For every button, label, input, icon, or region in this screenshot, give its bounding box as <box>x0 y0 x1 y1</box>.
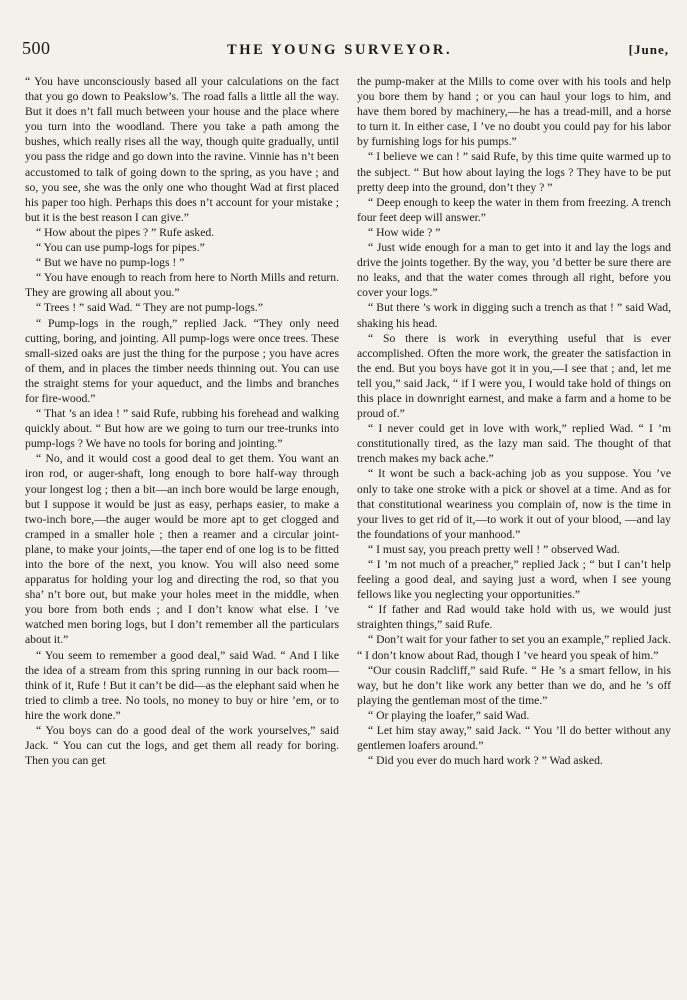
page-number: 500 <box>22 38 51 58</box>
paragraph: “ You have unconsciously based all your calculations on the fact that you go down to Peakslow’s. The road falls a little all the way. But it does n’t fall much between your house and the place where you turn into the woodland. There you take a path among the bushes, which really rises all the way, though quite gradually, until you pass the ridge and go down into the ravine. Vinnie has n’t been accustomed to talk of going down to the spring, as you have ; and so, you see, she was the only one who thought Wad at first placed his paper too high. Perhaps this does n’t account for your mistake ; but it is the best reason I can give.” <box>25 75 339 224</box>
month-label: [June, <box>628 42 669 57</box>
paragraph: “ No, and it would cost a good deal to get them. You want an iron rod, or auger-shaft, long enough to bore half-way through your longest log ; then a bit—an inch bore would be large enough, but I suppose it would be just as easy, perhaps easier, to make a two-inch bore,—the auger would be more apt to get clogged and cramped in a smaller hole ; then a reamer and a circular joint-plane, to make your joints,—the taper end of one log is to be fitted into the bore of the next, you know. You will also need some apparatus for holding your log and directing the rod, so that you sha’ n’t bore out, but make your holes meet in the middle, when you bore from both ends ; and I don’t know what else. I ’ve watched men boring logs, but I don’t remember all the particulars about it.” <box>25 452 339 647</box>
paragraph: “ But there ’s work in digging such a trench as that ! ” said Wad, shaking his head. <box>357 301 671 330</box>
running-title: THE YOUNG SURVEYOR. <box>226 42 453 58</box>
paragraph: “ I ’m not much of a preacher,” replied Jack ; “ but I can’t help feeling a good deal, and saying just a word, when I see young fellows like you neglecting your opportunities.” <box>357 558 671 602</box>
paragraph: “ Just wide enough for a man to get into it and lay the logs and drive the joints together. By the way, you ’d better be sure there are no leaks, and that the water comes through all right, before you cover your logs.” <box>357 241 671 300</box>
paragraph: “ How about the pipes ? ” Rufe asked. <box>36 225 215 239</box>
paragraph: “ Let him stay away,” said Jack. “ You ’ll do better without any gentlemen loafers around.” <box>357 724 671 753</box>
paragraph: “ You seem to remember a good deal,” said Wad. “ And I like the idea of a stream from this spring running in our back room—think of it, Rufe ! But it can’t be did—as the elephant said when he tried to climb a tree. No tools, no money to buy or hire ’em, or to hire the work done.” <box>25 648 339 722</box>
paragraph: “ Deep enough to keep the water in them from freezing. A trench four feet deep will answer.” <box>357 195 671 224</box>
paragraph: “ If father and Rad would take hold with us, we would just straighten things,” said Rufe. <box>357 603 671 632</box>
page-header <box>22 38 669 62</box>
paragraph: “ I never could get in love with work,” replied Wad. “ I ’m constitutionally tired, as the lazy man said. The thought of that trench makes my back ache.” <box>357 422 671 466</box>
paragraph: “ Don’t wait for your father to set you an example,” replied Jack. “ I don’t know about Rad, though I ’ve heard you speak of him.” <box>357 633 671 662</box>
right-column <box>357 74 671 768</box>
paragraph: “ I must say, you preach pretty well ! ” observed Wad. <box>368 542 620 556</box>
paragraph: “ You can use pump-logs for pipes.” <box>36 241 205 255</box>
paragraph: “ So there is work in everything useful that is ever accomplished. Often the more work, the greater the satisfaction in the end. But you boys have got it in you,—I see that ; and, let me tell you,” said Jack, “ if I were you, I would take hold of things on this place in downright earnest, and make a farm and a home to be proud of.” <box>357 331 671 421</box>
paragraph: “Our cousin Radcliff,” said Rufe. “ He ’s a smart fellow, in his way, but he don’t like work any better than we do, and he ’s off playing the gentleman most of the time.” <box>357 663 671 707</box>
paragraph: “ I believe we can ! ” said Rufe, by this time quite warmed up to the subject. “ But how about laying the logs ? They have to be put pretty deep into the ground, don’t they ? ” <box>357 150 671 194</box>
paragraph: “ It wont be such a back-aching job as you suppose. You ’ve only to take one stroke with a pick or shovel at a time. And as for that constitutional weariness you complain of, now is the time in your lives to get rid of it,—to work it out of your blood, —and lay the foundations of your manhood.” <box>357 467 671 541</box>
paragraph: “ Pump-logs in the rough,” replied Jack. “They only need cutting, boring, and jointing. All pump-logs were once trees. These small-sized oaks are just the thing for the purpose ; you have acres of them, and in places the timber needs thinning out. You can use the straight stems for your aqueduct, and the limbs and branches for fire-wood.” <box>25 316 339 405</box>
paragraph: “ But we have no pump-logs ! ” <box>36 256 185 270</box>
paragraph: “ Or playing the loafer,” said Wad. <box>368 708 530 722</box>
paragraph: “ Trees ! ” said Wad. “ They are not pump-logs.” <box>36 301 263 315</box>
paragraph: “ Did you ever do much hard work ? ” Wad asked. <box>368 754 603 768</box>
paragraph: the pump-maker at the Mills to come over with his tools and help you bore them by hand ; or you can haul your logs to him, and have them bored by machinery,—he has a tread-mill, and a horse to turn it. In either case, I ’ve no doubt you could pay for his labor by furnishing logs for his pumps.” <box>357 75 671 149</box>
paragraph: “ You have enough to reach from here to North Mills and return. They are growing all about you.” <box>25 271 339 300</box>
paragraph: “ How wide ? ” <box>368 225 441 239</box>
paragraph: “ You boys can do a good deal of the work yourselves,” said Jack. “ You can cut the logs, and get them all ready for boring. Then you can get <box>25 724 339 768</box>
paragraph: “ That ’s an idea ! ” said Rufe, rubbing his forehead and walking quickly about. “ But how are we going to turn our tree-trunks into pump-logs ? We have no tools for boring and jointing.” <box>25 407 339 451</box>
left-column <box>25 74 339 768</box>
